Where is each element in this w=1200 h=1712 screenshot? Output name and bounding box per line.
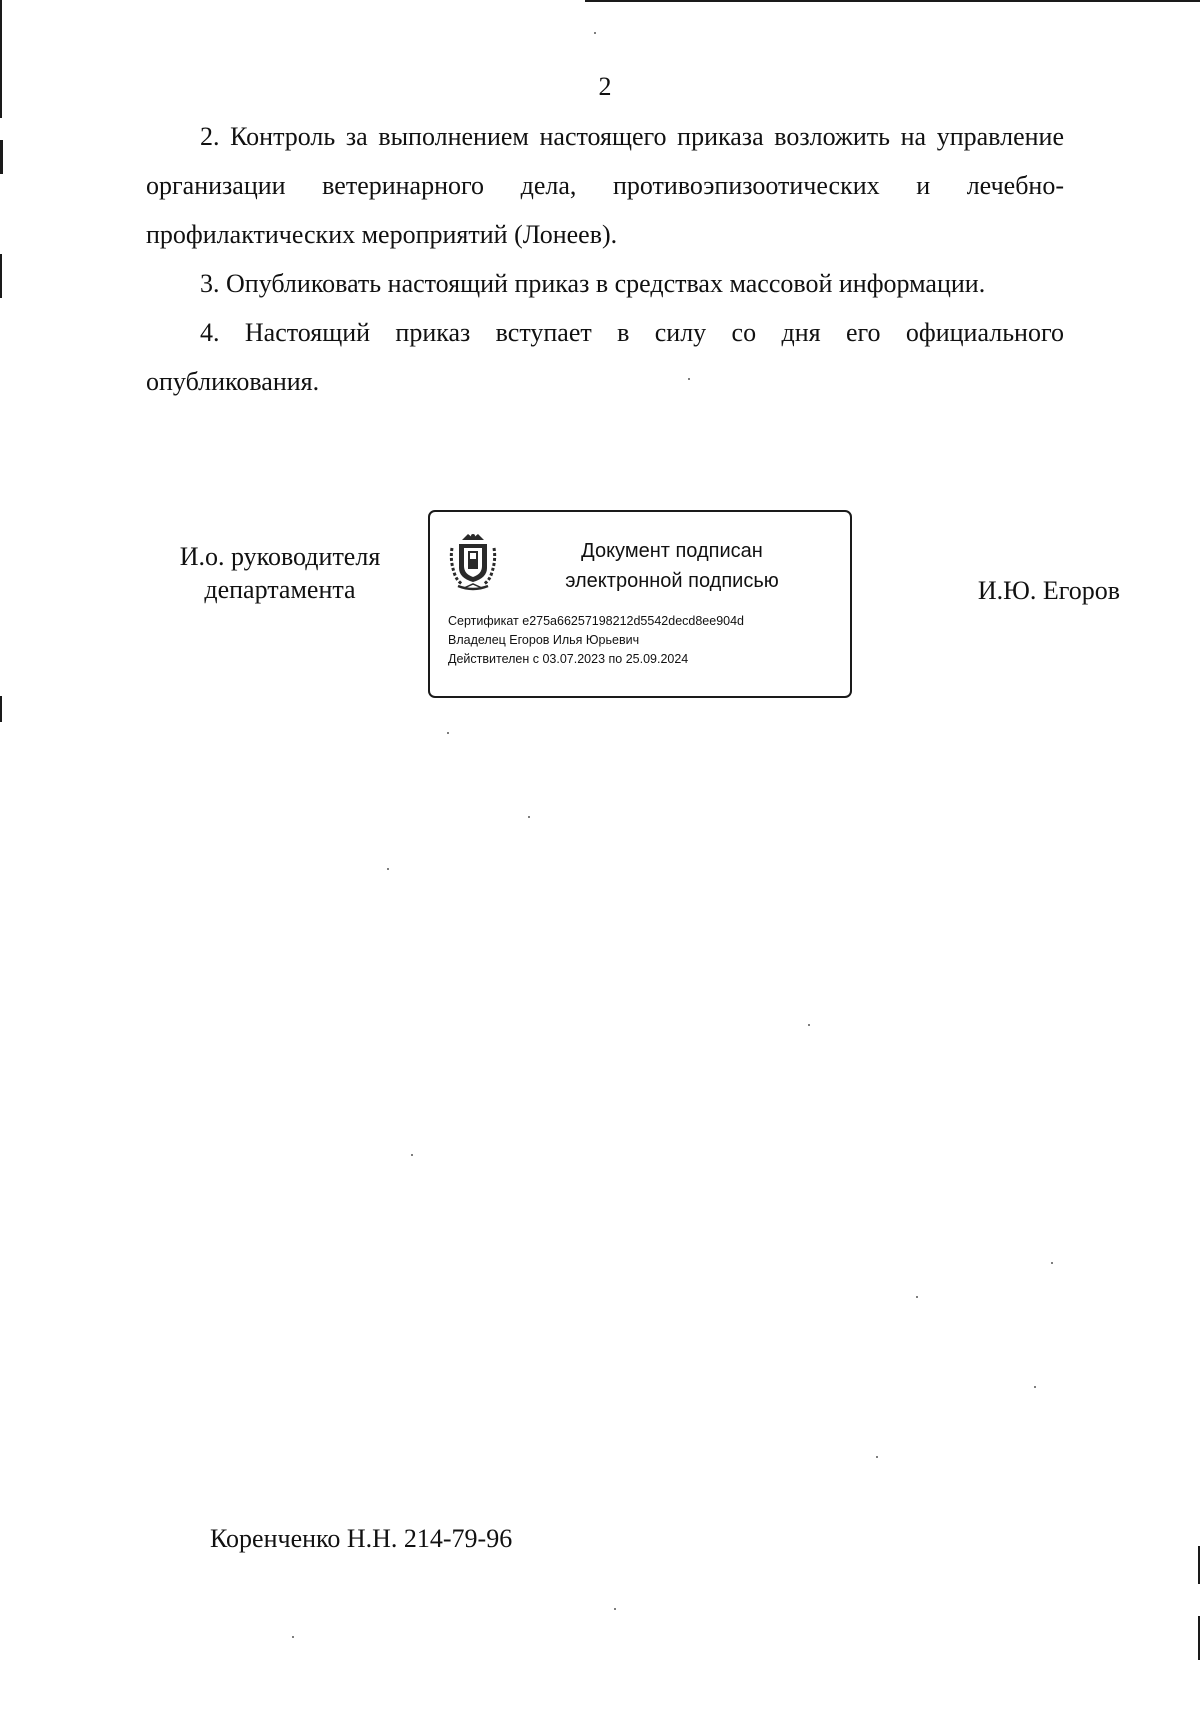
page-number: 2 [598, 72, 612, 101]
scan-edge-mark [0, 696, 2, 722]
scan-speck [292, 1636, 294, 1638]
order-paragraph-2: 2. Контроль за выполнением настоящего приказа возложить на управление организации ветеринарного дела, противоэпизоотических и лечебно-профилактических мероприятий (Лонеев). [146, 122, 1064, 249]
stamp-title-line2: электронной подписью [565, 570, 779, 592]
order-body [146, 112, 1064, 406]
scan-speck [876, 1456, 878, 1458]
stamp-owner: Владелец Егоров Илья Юрьевич [448, 633, 640, 647]
signatory-position [160, 540, 400, 606]
scan-speck [916, 1296, 918, 1298]
scan-speck [447, 732, 449, 734]
scan-speck [1051, 1262, 1053, 1264]
scan-edge-mark [0, 254, 2, 298]
scan-speck [411, 1154, 413, 1156]
executor-contact: Коренченко Н.Н. 214-79-96 [210, 1524, 513, 1553]
scan-speck [594, 32, 596, 34]
e-signature-stamp [428, 510, 852, 698]
stamp-title [522, 536, 822, 596]
scan-edge-mark [0, 140, 3, 174]
scan-speck [614, 1608, 616, 1610]
signatory-position-line2: департамента [204, 575, 356, 604]
scan-speck [528, 816, 530, 818]
stamp-validity: Действителен с 03.07.2023 по 25.09.2024 [448, 652, 689, 666]
signatory-position-line1: И.о. руководителя [179, 542, 381, 571]
stamp-details [448, 612, 744, 669]
signatory-name: И.Ю. Егоров [977, 576, 1120, 605]
order-paragraph-3: 3. Опубликовать настоящий приказ в средствах массовой информации. [200, 269, 986, 298]
order-paragraph-4: 4. Настоящий приказ вступает в силу со дня его официального опубликования. [146, 318, 1064, 396]
scan-speck [387, 868, 389, 870]
scan-speck [808, 1024, 810, 1026]
scan-speck [1034, 1386, 1036, 1388]
coat-of-arms-icon [448, 530, 498, 594]
scan-top-rule [585, 0, 1200, 2]
stamp-certificate: Сертификат e275a66257198212d5542decd8ee904d [448, 614, 745, 628]
stamp-title-line1: Документ подписан [581, 540, 763, 562]
